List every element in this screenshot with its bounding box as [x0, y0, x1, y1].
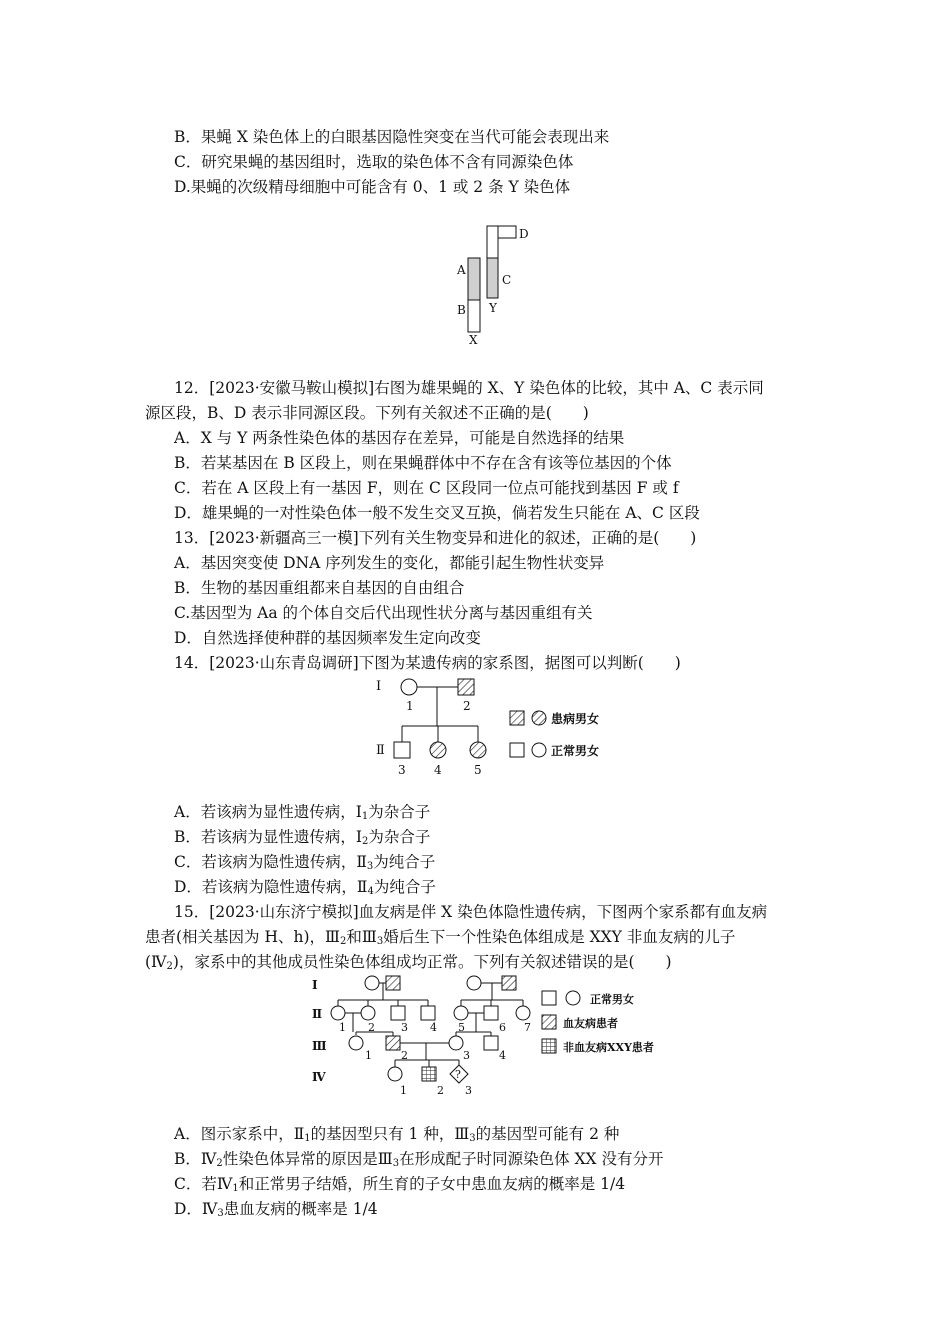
- q15-stem-line3: $(Ⅳ_2)$，家系中的其他成员性染色体组成均正常。下列有关叙述错误的是( ): [145, 953, 672, 972]
- q11-option-d: D.果蝇的次级精母细胞中可能含有 0、1 或 2 条 Y 染色体: [174, 178, 571, 196]
- x-region-a: [468, 258, 480, 300]
- II3-number: 3: [401, 1021, 408, 1034]
- legend-normal-female: [532, 743, 546, 757]
- gen-I-label: Ⅰ: [312, 978, 318, 992]
- II5-number: 5: [458, 1021, 465, 1034]
- III4-male: [484, 1036, 498, 1050]
- label-y: Y: [489, 301, 497, 315]
- x-region-b: [468, 300, 480, 332]
- right-I-female: [467, 976, 481, 990]
- q13-stem: 13．[2023·新疆高三一模]下列有关生物变异和进化的叙述，正确的是( ): [174, 529, 697, 547]
- II7-number: 7: [524, 1021, 531, 1034]
- II6-number: 6: [499, 1021, 506, 1034]
- xy-chromosome-figure: [440, 222, 540, 352]
- label-c: C: [502, 273, 512, 287]
- legend-normal-male: [542, 991, 556, 1005]
- y-region-c: [487, 258, 498, 298]
- I1-number: 1: [406, 699, 414, 713]
- q11-option-b: B．果蝇 X 染色体上的白眼基因隐性突变在当代可能会表现出来: [174, 128, 610, 146]
- legend-normal-female: [566, 991, 580, 1005]
- III3-female: [449, 1036, 463, 1050]
- q14-option-b: B．若该病为显性遗传病，$Ⅰ_2$为杂合子: [174, 828, 431, 847]
- II3-male: [391, 1006, 405, 1020]
- gen-II-label: Ⅱ: [312, 1007, 323, 1021]
- III1-number: 1: [365, 1049, 372, 1062]
- I2-affected-male: [458, 679, 474, 695]
- I1-normal-female: [401, 679, 417, 695]
- q12-option-c: C．若在 A 区段上有一基因 F，则在 C 区段同一位点可能找到基因 F 或 f: [174, 479, 679, 497]
- q11-option-c: C．研究果蝇的基因组时，选取的染色体不含有同源染色体: [174, 153, 574, 171]
- legend-normal-label: 正常男女: [590, 993, 634, 1006]
- legend-affected-female: [532, 711, 546, 725]
- q14-option-a: A．若该病为显性遗传病，$Ⅰ_1$为杂合子: [174, 803, 431, 822]
- IV2-xxy-male: [422, 1067, 436, 1081]
- q15-option-a: A．图示家系中，$Ⅱ_1$的基因型只有 1 种，$Ⅲ_3$的基因型可能有 2 种: [174, 1125, 620, 1144]
- IV2-number: 2: [437, 1084, 444, 1097]
- III2-affected-male: [386, 1036, 400, 1050]
- legend-normal-male: [510, 743, 524, 757]
- II6-male: [484, 1006, 498, 1020]
- q15-option-b: B．$Ⅳ_2$性染色体异常的原因是$Ⅲ_3$在形成配子时同源染色体 XX 没有分开: [174, 1150, 664, 1169]
- label-d: D: [519, 227, 529, 241]
- q13-option-b: B．生物的基因重组都来自基因的自由组合: [174, 579, 465, 597]
- legend-normal-label: 正常男女: [551, 744, 600, 758]
- gen-III-label: Ⅲ: [312, 1039, 327, 1053]
- II2-female: [361, 1006, 375, 1020]
- II3-number: 3: [398, 763, 406, 777]
- II7-female: [516, 1006, 530, 1020]
- II3-normal-male: [394, 742, 410, 758]
- II2-number: 2: [368, 1021, 375, 1034]
- III1-female: [349, 1036, 363, 1050]
- II4-affected-female: [430, 742, 446, 758]
- II4-male: [421, 1006, 435, 1020]
- II1-female: [331, 1006, 345, 1020]
- legend-xxy-icon: [542, 1039, 556, 1053]
- pedigree-figure-q15: [306, 970, 686, 1100]
- q12-option-a: A．X 与 Y 两条性染色体的基因存在差异，可能是自然选择的结果: [174, 429, 625, 447]
- left-I-female: [365, 976, 379, 990]
- II1-number: 1: [339, 1021, 346, 1034]
- II5-affected-female: [470, 742, 486, 758]
- q13-option-c: C.基因型为 Aa 的个体自交后代出现性状分离与基因重组有关: [174, 604, 593, 622]
- label-x: X: [469, 333, 478, 347]
- gen-IV-label: Ⅳ: [312, 1070, 326, 1084]
- generation-II-label: Ⅱ: [376, 743, 385, 758]
- label-a: A: [457, 263, 466, 277]
- right-I-affected-male: [502, 976, 516, 990]
- q12-stem-line2: 源区段，B、D 表示非同源区段。下列有关叙述不正确的是( ): [145, 404, 589, 422]
- q12-stem-line1: 12．[2023·安徽马鞍山模拟]右图为雄果蝇的 X、Y 染色体的比较，其中 A、C 表示同: [174, 379, 764, 397]
- II5-number: 5: [474, 763, 482, 777]
- legend-xxy-label: 非血友病XXY患者: [563, 1041, 654, 1054]
- label-b: B: [457, 303, 466, 317]
- I2-number: 2: [463, 699, 471, 713]
- II5-female: [454, 1006, 468, 1020]
- legend-affected-male: [510, 711, 524, 725]
- legend-hemo-label: 血友病患者: [563, 1017, 618, 1030]
- q14-option-d: D．若该病为隐性遗传病，$Ⅱ_4$为纯合子: [174, 878, 436, 897]
- II4-number: 4: [434, 763, 442, 777]
- III2-number: 2: [401, 1049, 408, 1062]
- q15-option-c: C．若$Ⅳ_1$和正常男子结婚，所生育的子女中患血友病的概率是 1/4: [174, 1175, 626, 1194]
- legend-affected-label: 患病男女: [551, 712, 600, 726]
- q12-option-d: D．雄果蝇的一对性染色体一般不发生交叉互换，倘若发生只能在 A、C 区段: [174, 504, 700, 522]
- q14-option-c: C．若该病为隐性遗传病，$Ⅱ_3$为纯合子: [174, 853, 436, 872]
- q13-option-a: A．基因突变使 DNA 序列发生的变化，都能引起生物性状变异: [174, 554, 605, 572]
- IV3-question-mark: ?: [455, 1068, 461, 1081]
- III4-number: 4: [499, 1049, 506, 1062]
- q15-option-d: D．$Ⅳ_3$患血友病的概率是 1/4: [174, 1200, 378, 1219]
- q12-option-b: B．若某基因在 B 区段上，则在果蝇群体中不存在含有该等位基因的个体: [174, 454, 672, 472]
- IV1-female: [388, 1067, 402, 1081]
- generation-I-label: Ⅰ: [376, 679, 382, 694]
- q13-option-d: D．自然选择使种群的基因频率发生定向改变: [174, 629, 481, 647]
- q14-stem: 14．[2023·山东青岛调研]下图为某遗传病的家系图，据图可以判断( ): [174, 654, 681, 672]
- q15-stem-line2: 患者(相关基因为 H、h)，$Ⅲ_2$和$Ⅲ_3$婚后生下一个性染色体组成是 XXY 非血友病的儿子: [145, 928, 736, 947]
- IV1-number: 1: [400, 1084, 407, 1097]
- IV3-number: 3: [465, 1084, 472, 1097]
- III3-number: 3: [463, 1049, 470, 1062]
- q15-stem-line1: 15．[2023·山东济宁模拟]血友病是伴 X 染色体隐性遗传病，下图两个家系都有血友病: [174, 903, 768, 921]
- legend-hemo-icon: [542, 1015, 556, 1029]
- II4-number: 4: [430, 1021, 437, 1034]
- pedigree-figure-q14: [370, 674, 630, 784]
- left-I-affected-male: [386, 976, 400, 990]
